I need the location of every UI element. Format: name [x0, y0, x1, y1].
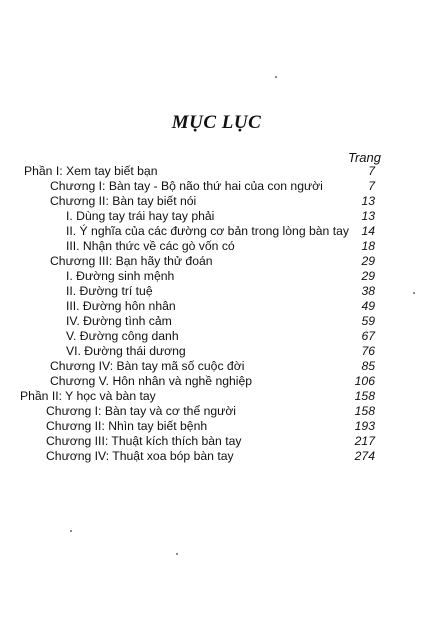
toc-entry-label: IV. Đường tình cảm [66, 314, 172, 328]
toc-entry-label: Chương V. Hôn nhân và nghề nghiệp [50, 374, 253, 388]
toc-entry-page: 59 [361, 314, 375, 328]
toc-entry-page: 13 [361, 209, 375, 223]
toc-entry-label: I. Dùng tay trái hay tay phải [66, 209, 215, 223]
toc-entry-page: 67 [361, 329, 375, 343]
toc-entry-label: I. Đường sinh mệnh [66, 269, 175, 283]
toc-entry-page: 217 [354, 434, 375, 448]
toc-entry-label: III. Nhận thức về các gò vốn có [66, 239, 235, 253]
toc-entry-label: Chương IV: Thuật xoa bóp bàn tay [46, 449, 234, 463]
toc-entry [24, 284, 375, 299]
toc-entry-page: 29 [361, 269, 375, 283]
toc-entry-page: 13 [361, 194, 375, 208]
toc-entry-label: Chương I: Bàn tay - Bộ não thứ hai của con người [50, 179, 323, 193]
toc-entry-label: VI. Đường thái dương [66, 344, 186, 358]
toc-entry-page: 18 [361, 239, 375, 253]
toc-entry [24, 269, 375, 284]
toc-entry-page: 76 [361, 344, 375, 358]
toc-entry [24, 209, 375, 224]
toc-title: MỤC LỤC [171, 112, 262, 133]
toc-entry [20, 434, 375, 449]
scan-speck [176, 553, 178, 555]
toc-entry [20, 449, 375, 464]
toc-entry [24, 239, 375, 254]
toc-entry [24, 299, 375, 314]
toc-entry-label: II. Đường trí tuệ [66, 284, 153, 298]
toc-entry [24, 224, 375, 239]
toc-entry [20, 389, 375, 404]
toc-entry-label: Phần I: Xem tay biết bạn [24, 164, 158, 178]
toc-entry-label: Chương III: Thuật kích thích bàn tay [46, 434, 242, 448]
toc-entry-page: 193 [354, 419, 375, 433]
toc-entry [24, 164, 375, 179]
scan-speck [413, 292, 415, 294]
toc-entry-label: Chương I: Bàn tay và cơ thể người [46, 404, 237, 418]
page-column-header: Trang [348, 150, 381, 165]
toc-entry-page: 158 [354, 404, 375, 418]
toc-entry [20, 419, 375, 434]
toc-entry [24, 359, 375, 374]
toc-entry-label: Chương II: Nhìn tay biết bệnh [46, 419, 208, 433]
toc-entry [20, 404, 375, 419]
toc-entry-page: 14 [361, 224, 375, 238]
scan-speck [70, 530, 72, 532]
toc-entry-label: Chương III: Bạn hãy thử đoán [50, 254, 213, 268]
toc-entry-page: 38 [361, 284, 375, 298]
toc-entry-page: 7 [368, 164, 375, 178]
toc-entry-label: Chương II: Bàn tay biết nói [50, 194, 197, 208]
toc-entry [24, 374, 375, 389]
toc-entry-page: 274 [354, 449, 375, 463]
toc-entry-page: 49 [361, 299, 375, 313]
toc-entry-label: III. Đường hôn nhân [66, 299, 176, 313]
toc-entry-page: 29 [361, 254, 375, 268]
toc-entry-label: II. Ý nghĩa của các đường cơ bản trong lòng bàn tay [66, 224, 349, 238]
toc-entry-label: Phần II: Y học và bàn tay [20, 389, 156, 403]
toc-entry-page: 7 [368, 179, 375, 193]
toc-entry [24, 344, 375, 359]
scan-speck [275, 76, 277, 78]
toc-entry [24, 254, 375, 269]
toc-entry-page: 85 [361, 359, 375, 373]
toc-entry-page: 158 [354, 389, 375, 403]
toc-entry [24, 314, 375, 329]
toc-entry [24, 194, 375, 209]
toc-entry [24, 179, 375, 194]
toc-entry-label: V. Đường công danh [66, 329, 179, 343]
toc-entry-label: Chương IV: Bàn tay mã số cuộc đời [50, 359, 245, 373]
toc-entry-page: 106 [354, 374, 375, 388]
toc-entry [24, 329, 375, 344]
